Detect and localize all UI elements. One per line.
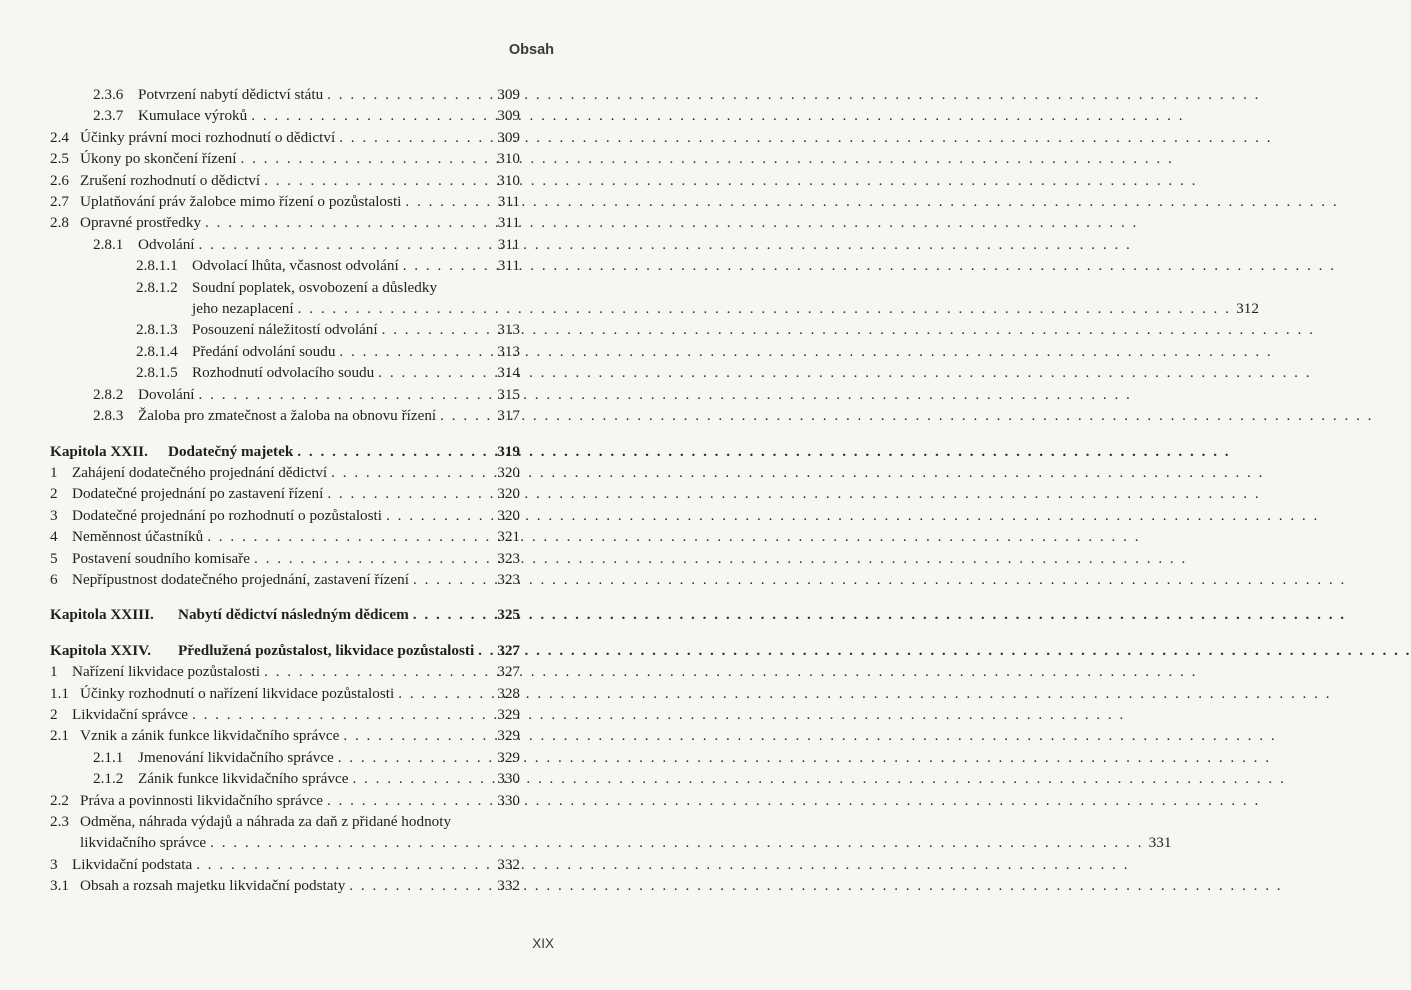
toc-entry-number: 2.7: [50, 193, 69, 211]
toc-entry-page: 331: [1148, 834, 1172, 852]
toc-leader-dots: [339, 341, 492, 362]
toc-entry-title: Dodatečný majetek: [168, 442, 294, 460]
toc-entry-title: Nepřípustnost dodatečného projednání, zastavení řízení: [72, 570, 409, 588]
toc-entry-number: 2.8.3: [93, 407, 124, 425]
toc-entry-number: 5: [50, 549, 58, 567]
toc-entry-page: 321: [497, 528, 520, 546]
toc-entry-title: Potvrzení nabytí dědictví státu: [138, 86, 324, 103]
toc-leader-dots: [413, 604, 492, 625]
toc-entry-page: 329: [497, 727, 520, 745]
toc-entry-page: 320: [497, 506, 520, 524]
toc-entry: [50, 747, 520, 768]
toc-entry: [50, 483, 520, 504]
toc-entry: [50, 768, 520, 789]
toc-entry: [50, 548, 520, 569]
toc-entry-number: 3.1: [50, 877, 69, 895]
toc-entry-number: 2: [50, 705, 58, 723]
toc-leader-dots: [343, 725, 492, 746]
toc-entry-number: Kapitola XXII.: [50, 442, 148, 460]
toc-entry-title: Nařízení likvidace pozůstalosti: [72, 663, 261, 681]
toc-entry-number: 2.8: [50, 214, 69, 232]
toc-entry-number: 1.1: [50, 684, 69, 702]
toc-leader-dots: [254, 548, 492, 569]
toc-entry-page: 320: [497, 463, 520, 481]
toc-entry: [50, 405, 520, 426]
toc-entry-title: Soudní poplatek, osvobození a důsledky: [192, 278, 438, 296]
toc-entry-title: Uplatňování práv žalobce mimo řízení o pozůstalosti: [80, 193, 402, 211]
toc-entry-title: Rozhodnutí odvolacího soudu: [192, 364, 375, 382]
toc-entry-page: 310: [497, 150, 520, 168]
toc-entry: [50, 704, 520, 725]
toc-entry-number: 2.1: [50, 727, 69, 745]
table-of-contents: [50, 84, 1259, 897]
toc-entry-number: 2.8.1.3: [136, 321, 178, 339]
toc-entry-page: 328: [497, 684, 520, 702]
toc-leader-dots: [298, 298, 1231, 319]
toc-entry-page: 312: [1236, 300, 1259, 318]
toc-entry-number: 2.8.1.1: [136, 257, 178, 275]
toc-leader-dots: [327, 483, 492, 504]
toc-leader-dots: [196, 854, 492, 875]
toc-entry: [50, 127, 520, 148]
toc-leader-dots: [339, 127, 492, 148]
toc-entry-title-continued: jeho nezaplacení: [192, 300, 294, 318]
toc-entry-page: 311: [497, 257, 520, 275]
toc-entry-title: Odvolací lhůta, včasnost odvolání: [192, 257, 399, 275]
toc-entry: [50, 84, 520, 105]
toc-entry-number: 1: [50, 663, 58, 681]
toc-entry-page: 325: [497, 606, 520, 624]
toc-entry: [50, 319, 520, 340]
toc-entry-number: 2.1.1: [93, 748, 124, 766]
toc-entry-title: Neměnnost účastníků: [72, 528, 204, 546]
toc-entry: [50, 505, 520, 526]
toc-entry-number: 2.3.7: [93, 107, 124, 125]
toc-entry-title: Obsah a rozsah majetku likvidační podstaty: [80, 877, 346, 895]
toc-entry: [50, 875, 520, 896]
toc-entry-title: Žaloba pro zmatečnost a žaloba na obnovu řízení: [138, 407, 437, 425]
toc-entry: [50, 725, 520, 746]
toc-entry-page: 323: [497, 570, 520, 588]
toc-entry-page: 319: [497, 442, 520, 460]
toc-entry-page: 311: [497, 214, 520, 232]
toc-entry-title: Likvidační podstata: [72, 855, 193, 873]
toc-entry-number: 2.6: [50, 171, 69, 189]
toc-entry-title: Posouzení náležitostí odvolání: [192, 321, 378, 339]
toc-leader-dots: [440, 405, 492, 426]
toc-entry-number: 2.1.2: [93, 770, 124, 788]
toc-leader-dots: [478, 640, 492, 661]
toc-entry: [50, 341, 520, 362]
toc-entry-page: 332: [497, 855, 520, 873]
toc-entry-number: 2.4: [50, 128, 69, 146]
toc-entry-number: Kapitola XXIV.: [50, 641, 151, 659]
toc-entry: [50, 661, 520, 682]
toc-leader-dots: [405, 191, 492, 212]
toc-entry-number: 2.8.2: [93, 385, 124, 403]
toc-entry-page: 320: [497, 485, 520, 503]
toc-entry-title: Opravné prostředky: [80, 214, 202, 232]
toc-entry-title: Předlužená pozůstalost, likvidace pozůstalosti: [178, 641, 475, 659]
toc-entry: [50, 790, 520, 811]
toc-leader-dots: [413, 569, 492, 590]
toc-entry-title: Vznik a zánik funkce likvidačního správce: [80, 727, 340, 745]
toc-leader-dots: [264, 170, 492, 191]
toc-entry: [50, 277, 1259, 320]
toc-entry: [50, 255, 520, 276]
toc-leader-dots: [210, 832, 1143, 853]
toc-entry-number: 4: [50, 528, 58, 546]
running-header: Obsah: [508, 42, 554, 58]
toc-entry-page: 332: [497, 877, 520, 895]
toc-entry: [50, 526, 520, 547]
toc-entry-number: 6: [50, 570, 58, 588]
toc-entry-title: Účinky rozhodnutí o nařízení likvidace pozůstalosti: [80, 684, 395, 702]
toc-entry-title: Předání odvolání soudu: [192, 342, 336, 360]
toc-entry-title: Práva a povinnosti likvidačního správce: [80, 791, 323, 809]
toc-entry-title: Dodatečné projednání po rozhodnutí o pozůstalosti: [72, 506, 383, 524]
toc-entry-number: 2.3: [50, 813, 69, 830]
toc-leader-dots: [199, 384, 492, 405]
toc-entry-number: 2.3.6: [93, 86, 124, 103]
toc-entry-title: Úkony po skončení řízení: [80, 150, 237, 168]
toc-entry: [50, 191, 520, 212]
toc-entry-title: Dovolání: [138, 385, 195, 403]
page-number: XIX: [532, 936, 554, 951]
toc-entry: [50, 234, 520, 255]
toc-entry-page: 313: [497, 321, 520, 339]
toc-entry-number: Kapitola XXIII.: [50, 606, 154, 624]
toc-leader-dots: [207, 526, 492, 547]
toc-entry: [50, 811, 1172, 854]
toc-entry-page: 330: [497, 770, 520, 788]
toc-entry: [50, 683, 520, 704]
toc-entry: [50, 854, 520, 875]
toc-entry-page: 323: [497, 549, 520, 567]
toc-entry-title-continued: likvidačního správce: [80, 834, 207, 852]
toc-entry-title: Účinky právní moci rozhodnutí o dědictví: [80, 128, 336, 146]
toc-leader-dots: [205, 212, 492, 233]
toc-entry-page: 314: [497, 364, 520, 382]
toc-leader-dots: [199, 234, 492, 255]
toc-entry: [50, 384, 520, 405]
toc-leader-dots: [251, 105, 492, 126]
toc-entry-page: 313: [497, 342, 520, 360]
toc-entry-title: Likvidační správce: [72, 705, 188, 723]
toc-leader-dots: [327, 790, 492, 811]
toc-entry-page: 329: [497, 705, 520, 723]
toc-leader-dots: [331, 462, 492, 483]
toc-entry: [50, 362, 520, 383]
toc-leader-dots: [349, 875, 492, 896]
toc-leader-dots: [352, 768, 492, 789]
toc-entry-title: Odměna, náhrada výdajů a náhrada za daň z přidané hodnoty: [80, 813, 452, 830]
toc-entry-number: 2: [50, 485, 58, 503]
toc-leader-dots: [264, 661, 492, 682]
toc-entry-page: 317: [497, 407, 520, 425]
toc-chapter-row: [50, 604, 520, 625]
toc-entry-title: Nabytí dědictví následným dědicem: [178, 606, 409, 624]
toc-entry: [50, 170, 520, 191]
toc-entry-page: 327: [497, 663, 520, 681]
toc-chapter-row: [50, 441, 520, 462]
toc-entry: [50, 148, 520, 169]
toc-entry: [50, 212, 520, 233]
toc-leader-dots: [382, 319, 492, 340]
toc-entry-number: 3: [50, 855, 58, 873]
toc-entry-page: 315: [497, 385, 520, 403]
toc-entry-title: Jmenování likvidačního správce: [138, 748, 334, 766]
toc-leader-dots: [327, 84, 492, 105]
toc-entry: [50, 462, 520, 483]
toc-entry-title: Odvolání: [138, 235, 195, 253]
toc-entry-title: Zánik funkce likvidačního správce: [138, 770, 349, 788]
toc-leader-dots: [192, 704, 492, 725]
toc-chapter-row: [50, 640, 520, 661]
toc-entry-page: 311: [497, 235, 520, 253]
toc-entry-number: 2.8.1.4: [136, 342, 178, 360]
toc-entry-title: Dodatečné projednání po zastavení řízení: [72, 485, 324, 503]
toc-entry-page: 329: [497, 748, 520, 766]
toc-entry-number: 2.5: [50, 150, 69, 168]
toc-leader-dots: [297, 441, 492, 462]
toc-entry-title: Zahájení dodatečného projednání dědictví: [72, 463, 328, 481]
toc-leader-dots: [386, 505, 492, 526]
toc-entry-number: 2.2: [50, 791, 69, 809]
toc-entry-page: 330: [497, 791, 520, 809]
toc-entry-page: 310: [497, 171, 520, 189]
toc-entry-number: 2.8.1.2: [136, 278, 178, 296]
toc-entry-title: Postavení soudního komisaře: [72, 549, 251, 567]
toc-entry: [50, 569, 520, 590]
toc-leader-dots: [398, 683, 492, 704]
toc-entry-number: 2.8.1: [93, 235, 124, 253]
toc-leader-dots: [240, 148, 492, 169]
toc-entry-number: 3: [50, 506, 58, 524]
toc-leader-dots: [338, 747, 492, 768]
toc-entry-title: Zrušení rozhodnutí o dědictví: [80, 171, 261, 189]
toc-leader-dots: [378, 362, 492, 383]
toc-entry: [50, 105, 520, 126]
toc-entry-page: 309: [497, 86, 520, 103]
toc-leader-dots: [403, 255, 492, 276]
toc-entry-number: 2.8.1.5: [136, 364, 178, 382]
toc-entry-page: 309: [497, 128, 520, 146]
toc-entry-title: Kumulace výroků: [138, 107, 248, 125]
toc-entry-page: 327: [497, 641, 520, 659]
toc-entry-page: 309: [497, 107, 520, 125]
toc-entry-number: 1: [50, 463, 58, 481]
toc-entry-page: 311: [497, 193, 520, 211]
